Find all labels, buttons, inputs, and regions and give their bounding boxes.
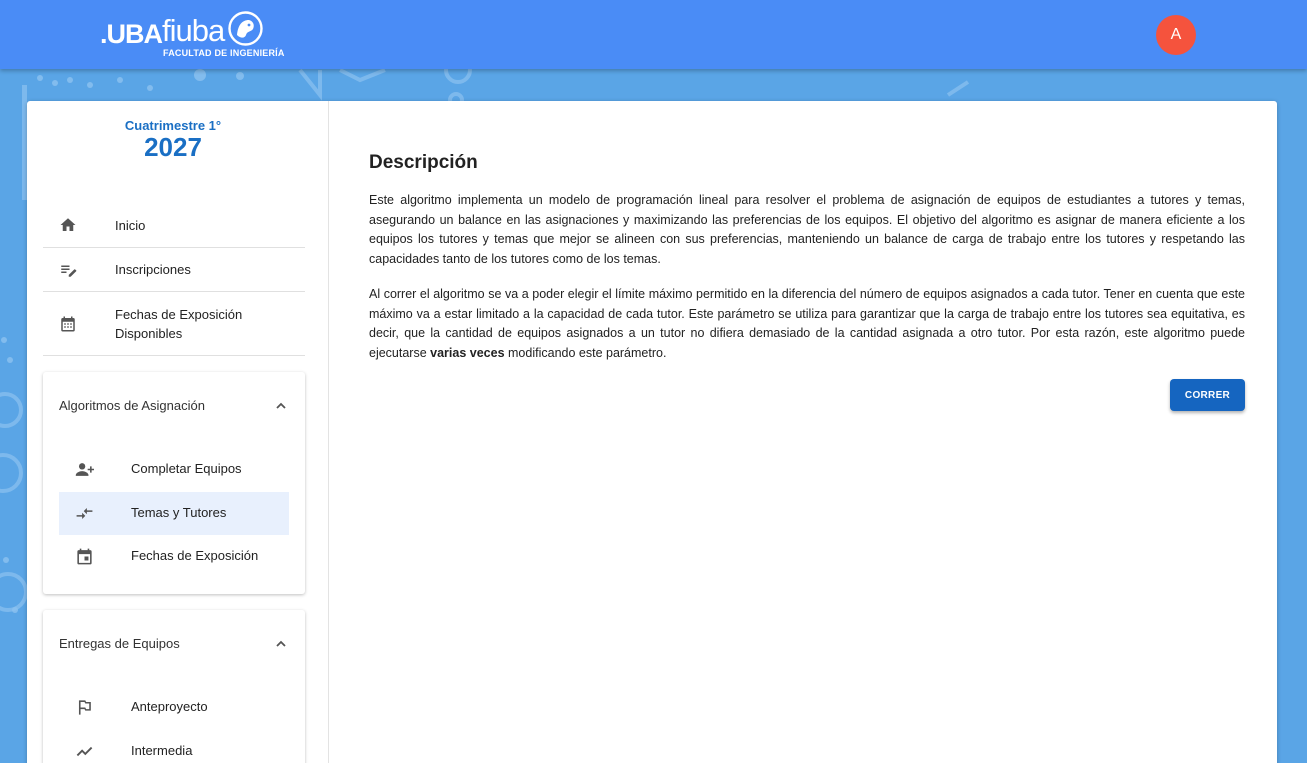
sidebar-item-anteproyecto[interactable]: Anteproyecto <box>59 686 289 729</box>
section-algoritmos <box>43 372 305 594</box>
nav-item-inscripciones[interactable]: Inscripciones <box>43 248 305 292</box>
chevron-up-icon[interactable] <box>275 400 287 412</box>
compare-arrows-icon <box>75 504 94 523</box>
top-app-bar <box>0 0 1307 69</box>
chevron-up-icon[interactable] <box>275 638 287 650</box>
edit-list-icon <box>59 261 77 279</box>
run-algorithm-button[interactable]: CORRER <box>1170 379 1245 411</box>
section-title[interactable]: Algoritmos de Asignación <box>59 398 205 413</box>
flag-icon <box>75 698 94 717</box>
term-label: Cuatrimestre 1° <box>124 118 222 133</box>
page-title: Descripción <box>369 152 478 173</box>
nav-item-inicio[interactable]: Inicio <box>43 203 305 248</box>
sidebar-item-fechas-exposicion[interactable]: Fechas de Exposición <box>59 535 289 578</box>
term-year: 2027 <box>144 132 202 162</box>
sidebar-item-intermedia[interactable]: Intermedia <box>59 730 289 763</box>
nav-item-fechas-disponibles[interactable]: Fechas de Exposición Disponibles <box>43 292 305 356</box>
section-title[interactable]: Entregas de Equipos <box>59 636 180 651</box>
sidebar <box>27 101 329 763</box>
sidebar-item-completar-equipos[interactable]: Completar Equipos <box>59 448 289 491</box>
trending-icon <box>75 742 94 761</box>
description-paragraph-2: Al correr el algoritmo se va a poder elegir el límite máximo permitido en la diferencia del número de equipos asignados a cada tutor. Tener en cuenta que este máximo va a estar limitado a la capacidad de cada tutor. Este parámetro se utiliza para garantizar que la carga de trabajo entre los tutores sea equitativa, es decir, que la cantidad de equipos asignados a un tutor no difiera demasiado de la cantidad asignada a otro tutor. Por esta razón, este algoritmo puede ejecutarse varias veces modificando este parámetro. <box>369 287 1245 360</box>
event-icon <box>75 547 94 566</box>
description-paragraph-1: Este algoritmo implementa un modelo de programación lineal para resolver el problema de asignación de equipos de estudiantes a tutores y temas, asegurando un balance en las asignaciones y maximizando las preferencias de los equipos. El objetivo del algoritmo es asignar de manera eficiente a los equipos los tutores y temas que mejor se alineen con sus preferencias, manteniendo un balance de carga de trabajo entre los tutores y respetando las capacidades tanto de los tutores como de los temas. <box>369 193 1245 266</box>
fiuba-logo[interactable]: .UBA fiuba FACULTAD DE INGENIERÍA <box>100 13 285 58</box>
section-entregas <box>43 610 305 763</box>
calendar-grid-icon <box>59 315 77 333</box>
user-avatar[interactable]: A <box>1156 15 1196 55</box>
sidebar-item-temas-tutores[interactable]: Temas y Tutores <box>59 492 289 535</box>
group-add-icon <box>75 460 94 479</box>
home-icon <box>59 216 77 234</box>
main-card <box>27 101 1277 763</box>
lion-emblem-icon <box>228 11 263 46</box>
